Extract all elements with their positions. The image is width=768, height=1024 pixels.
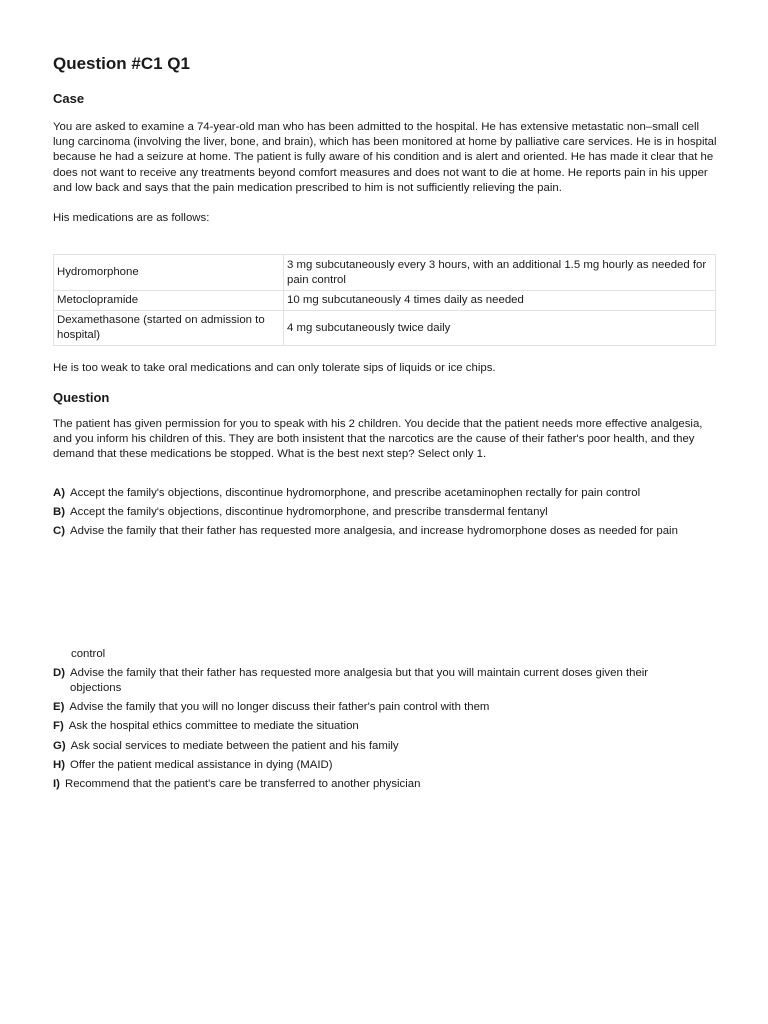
option-text: Advise the family that their father has requested more analgesia but that you will maintain current doses given their objections — [70, 667, 649, 695]
option-text: Offer the patient medical assistance in dying (MAID) — [70, 759, 333, 771]
medication-dose: 3 mg subcutaneously every 3 hours, with an additional 1.5 mg hourly as needed for pain control — [284, 255, 716, 291]
option-letter: A) — [53, 487, 66, 499]
option-letter: B) — [53, 506, 66, 518]
medications-table — [53, 254, 716, 346]
medication-name: Metoclopramide — [54, 291, 284, 311]
case-heading: Case — [53, 91, 85, 106]
option-letter: G) — [53, 740, 66, 752]
answer-option-i[interactable] — [53, 777, 718, 792]
option-letter: F) — [53, 720, 64, 732]
option-text: Accept the family's objections, discontinue hydromorphone, and prescribe transdermal fentanyl — [70, 506, 548, 518]
medication-dose: 10 mg subcutaneously 4 times daily as needed — [284, 291, 716, 311]
medication-name: Dexamethasone (started on admission to hospital) — [54, 311, 284, 346]
case-paragraph: You are asked to examine a 74-year-old man who has been admitted to the hospital. He has extensive metastatic non–small cell lung carcinoma (involving the liver, bone, and brain), which has been monitored at home by palliative care services. He is in hospital because he had a seizure at home. The patient is fully aware of his condition and is alert and oriented. He has made it clear that he does not want to receive any treatments beyond comfort measures and does not want to die at home. He reports pain in his upper and low back and says that the pain medication prescribed to him is not sufficiently relieving the pain. — [53, 121, 717, 194]
option-letter: H) — [53, 759, 66, 771]
option-letter: D) — [53, 667, 66, 679]
option-text: Advise the family that you will no longer discuss their father's pain control with them — [69, 701, 490, 713]
option-text: Ask social services to mediate between the patient and his family — [70, 740, 399, 752]
medication-name: Hydromorphone — [54, 255, 284, 291]
option-letter: C) — [53, 525, 66, 537]
question-heading: Question — [53, 390, 110, 405]
option-text: Ask the hospital ethics committee to mediate the situation — [68, 720, 359, 732]
option-text: Recommend that the patient's care be transferred to another physician — [64, 778, 421, 790]
answer-option-g[interactable] — [53, 739, 718, 754]
answer-option-b[interactable] — [53, 505, 718, 520]
page-title: Question #C1 Q1 — [53, 54, 190, 73]
answer-option-c[interactable] — [53, 524, 718, 539]
table-row — [54, 311, 716, 346]
question-paragraph: The patient has given permission for you to speak with his 2 children. You decide that the patient needs more effective analgesia, and you inform his children of this. They are both insistent that the narcotics are the cause of their father's poor health, and they demand that these medications be stopped. What is the best next step? Select only 1. — [53, 418, 703, 461]
option-text: Advise the family that their father has requested more analgesia, and increase hydromorphone doses as needed for pain — [70, 525, 678, 537]
medication-dose: 4 mg subcutaneously twice daily — [284, 311, 716, 346]
option-text: Accept the family's objections, discontinue hydromorphone, and prescribe acetaminophen rectally for pain control — [70, 487, 641, 499]
option-letter: E) — [53, 701, 65, 713]
answer-option-d[interactable] — [53, 666, 736, 696]
table-row — [54, 291, 716, 311]
table-row — [54, 255, 716, 291]
answer-option-a[interactable] — [53, 486, 718, 501]
oral-intake-note: He is too weak to take oral medications and can only tolerate sips of liquids or ice chips. — [53, 362, 496, 374]
answer-option-e[interactable] — [53, 700, 718, 715]
option-letter: I) — [53, 778, 60, 790]
medications-intro: His medications are as follows: — [53, 212, 210, 224]
answer-option-f[interactable] — [53, 719, 718, 734]
answer-option-c-continuation: control — [71, 648, 106, 660]
answer-option-h[interactable] — [53, 758, 718, 773]
